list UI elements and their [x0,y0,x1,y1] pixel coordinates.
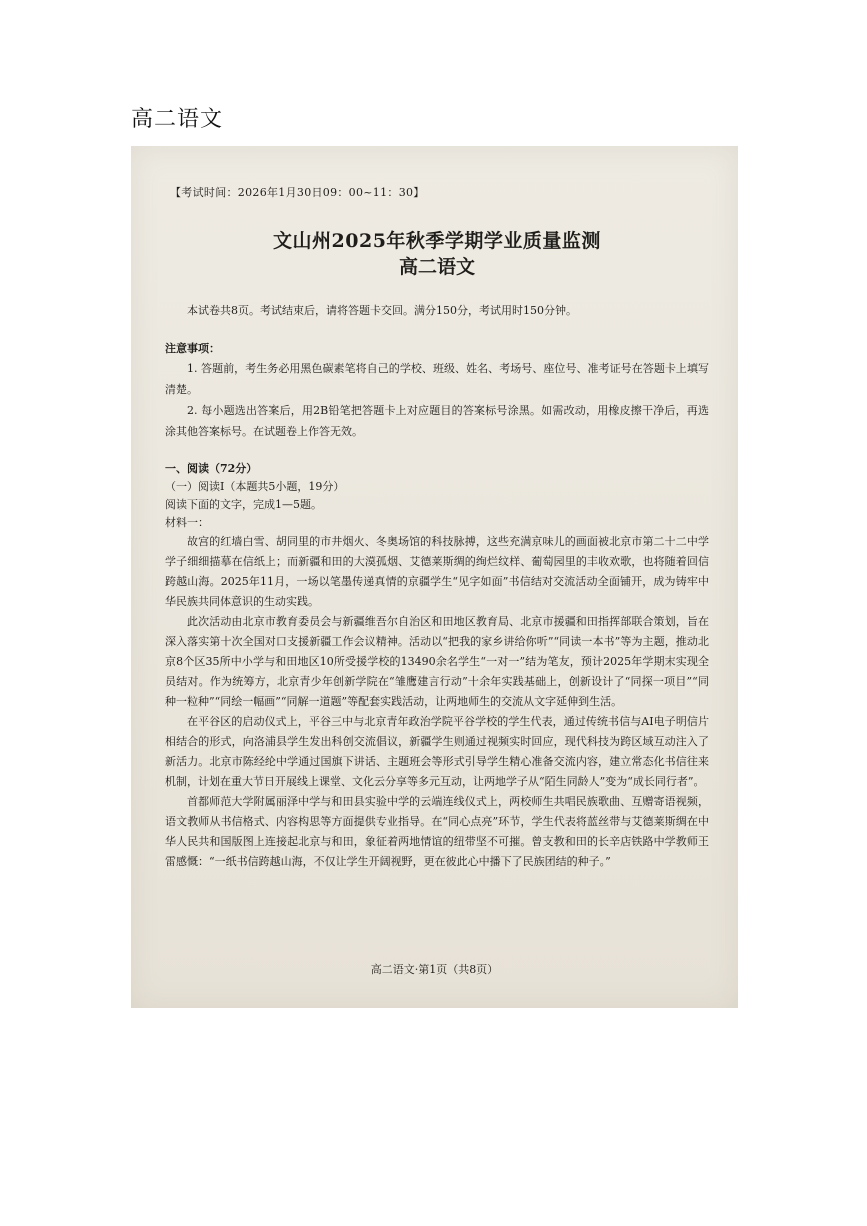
exam-time: 【考试时间：2026年1月30日09：00~11：30】 [170,186,425,199]
exam-paper-photo [131,146,738,1008]
exam-main-title: 文山州2025年秋季学期学业质量监测 [273,230,601,252]
passage-paragraph-1: 故宫的红墙白雪、胡同里的市井烟火、冬奥场馆的科技脉搏，这些充满京味儿的画面被北京市第二十二中学学子细细描摹在信纸上；而新疆和田的大漠孤烟、艾德莱斯绸的绚烂纹样、葡萄园里的丰收欢歌，也将随着回信跨越山海。2025年11月，一场以笔墨传递真情的京疆学生“见字如面”书信结对交流活动全面铺开，成为铸牢中华民族共同体意识的生动实践。 [165,535,709,608]
page-title: 高二语文 [131,107,224,132]
section-heading: 一、阅读（72分） [165,462,258,475]
notice-item-2: 2. 每小题选出答案后，用2B铅笔把答题卡上对应题目的答案标号涂黑。如需改动，用橡皮擦干净后，再选涂其他答案标号。在试题卷上作答无效。 [165,404,709,438]
passage-paragraph-3: 在平谷区的启动仪式上，平谷三中与北京青年政治学院平谷学校的学生代表，通过传统书信与AI电子明信片相结合的形式，向洛浦县学生发出科创交流倡议，新疆学生则通过视频实时回应，现代科技为跨区域互动注入了新活力。北京市陈经纶中学通过国旗下讲话、主题班会等形式引导学生精心准备交流内容，建立常态化书信往来机制，计划在重大节日开展线上课堂、文化云分享等多元互动，让两地学子从“陌生同龄人”变为“成长同行者”。 [165,715,709,788]
exam-intro: 本试卷共8页。考试结束后，请将答题卡交回。满分150分，考试用时150分钟。 [187,304,577,317]
passage-paragraph-2: 此次活动由北京市教育委员会与新疆维吾尔自治区和田地区教育局、北京市援疆和田指挥部联合策划，旨在深入落实第十次全国对口支援新疆工作会议精神。活动以“把我的家乡讲给你听”“同读一本书”等为主题，推动北京8个区35所中小学与和田地区10所受援学校的13490余名学生“一对一”结为笔友，预计2025年学期末实现全员结对。作为统筹方，北京青少年创新学院在“雏鹰建言行动”十余年实践基础上，创新设计了“同探一项目”“同种一粒种”“同绘一幅画”“同解一道题”等配套实践活动，让两地师生的交流从文字延伸到生活。 [165,615,709,708]
exam-paper [165,184,709,872]
passage-paragraph-4: 首都师范大学附属丽泽中学与和田县实验中学的云端连线仪式上，两校师生共唱民族歌曲、互赠寄语视频，语文教师从书信格式、内容构思等方面提供专业指导。在“同心点亮”环节，学生代表将蓝丝带与艾德莱斯绸在中华人民共和国版图上连接起北京与和田，象征着两地情谊的纽带坚不可摧。曾支教和田的长辛店铁路中学教师王雷感慨：“一纸书信跨越山海，不仅让学生开阔视野，更在彼此心中播下了民族团结的种子。” [165,795,709,868]
reading-instruction: 阅读下面的文字，完成1—5题。 [165,498,322,511]
notice-heading: 注意事项： [165,342,220,355]
subsection-heading: （一）阅读Ⅰ（本题共5小题，19分） [165,480,345,493]
page-footer: 高二语文·第1页（共8页） [370,963,499,976]
exam-subject-title: 高二语文 [398,256,475,278]
notice-item-1: 1. 答题前，考生务必用黑色碳素笔将自己的学校、班级、姓名、考场号、座位号、准考证号在答题卡上填写清楚。 [165,362,709,396]
material-label: 材料一： [165,516,209,529]
